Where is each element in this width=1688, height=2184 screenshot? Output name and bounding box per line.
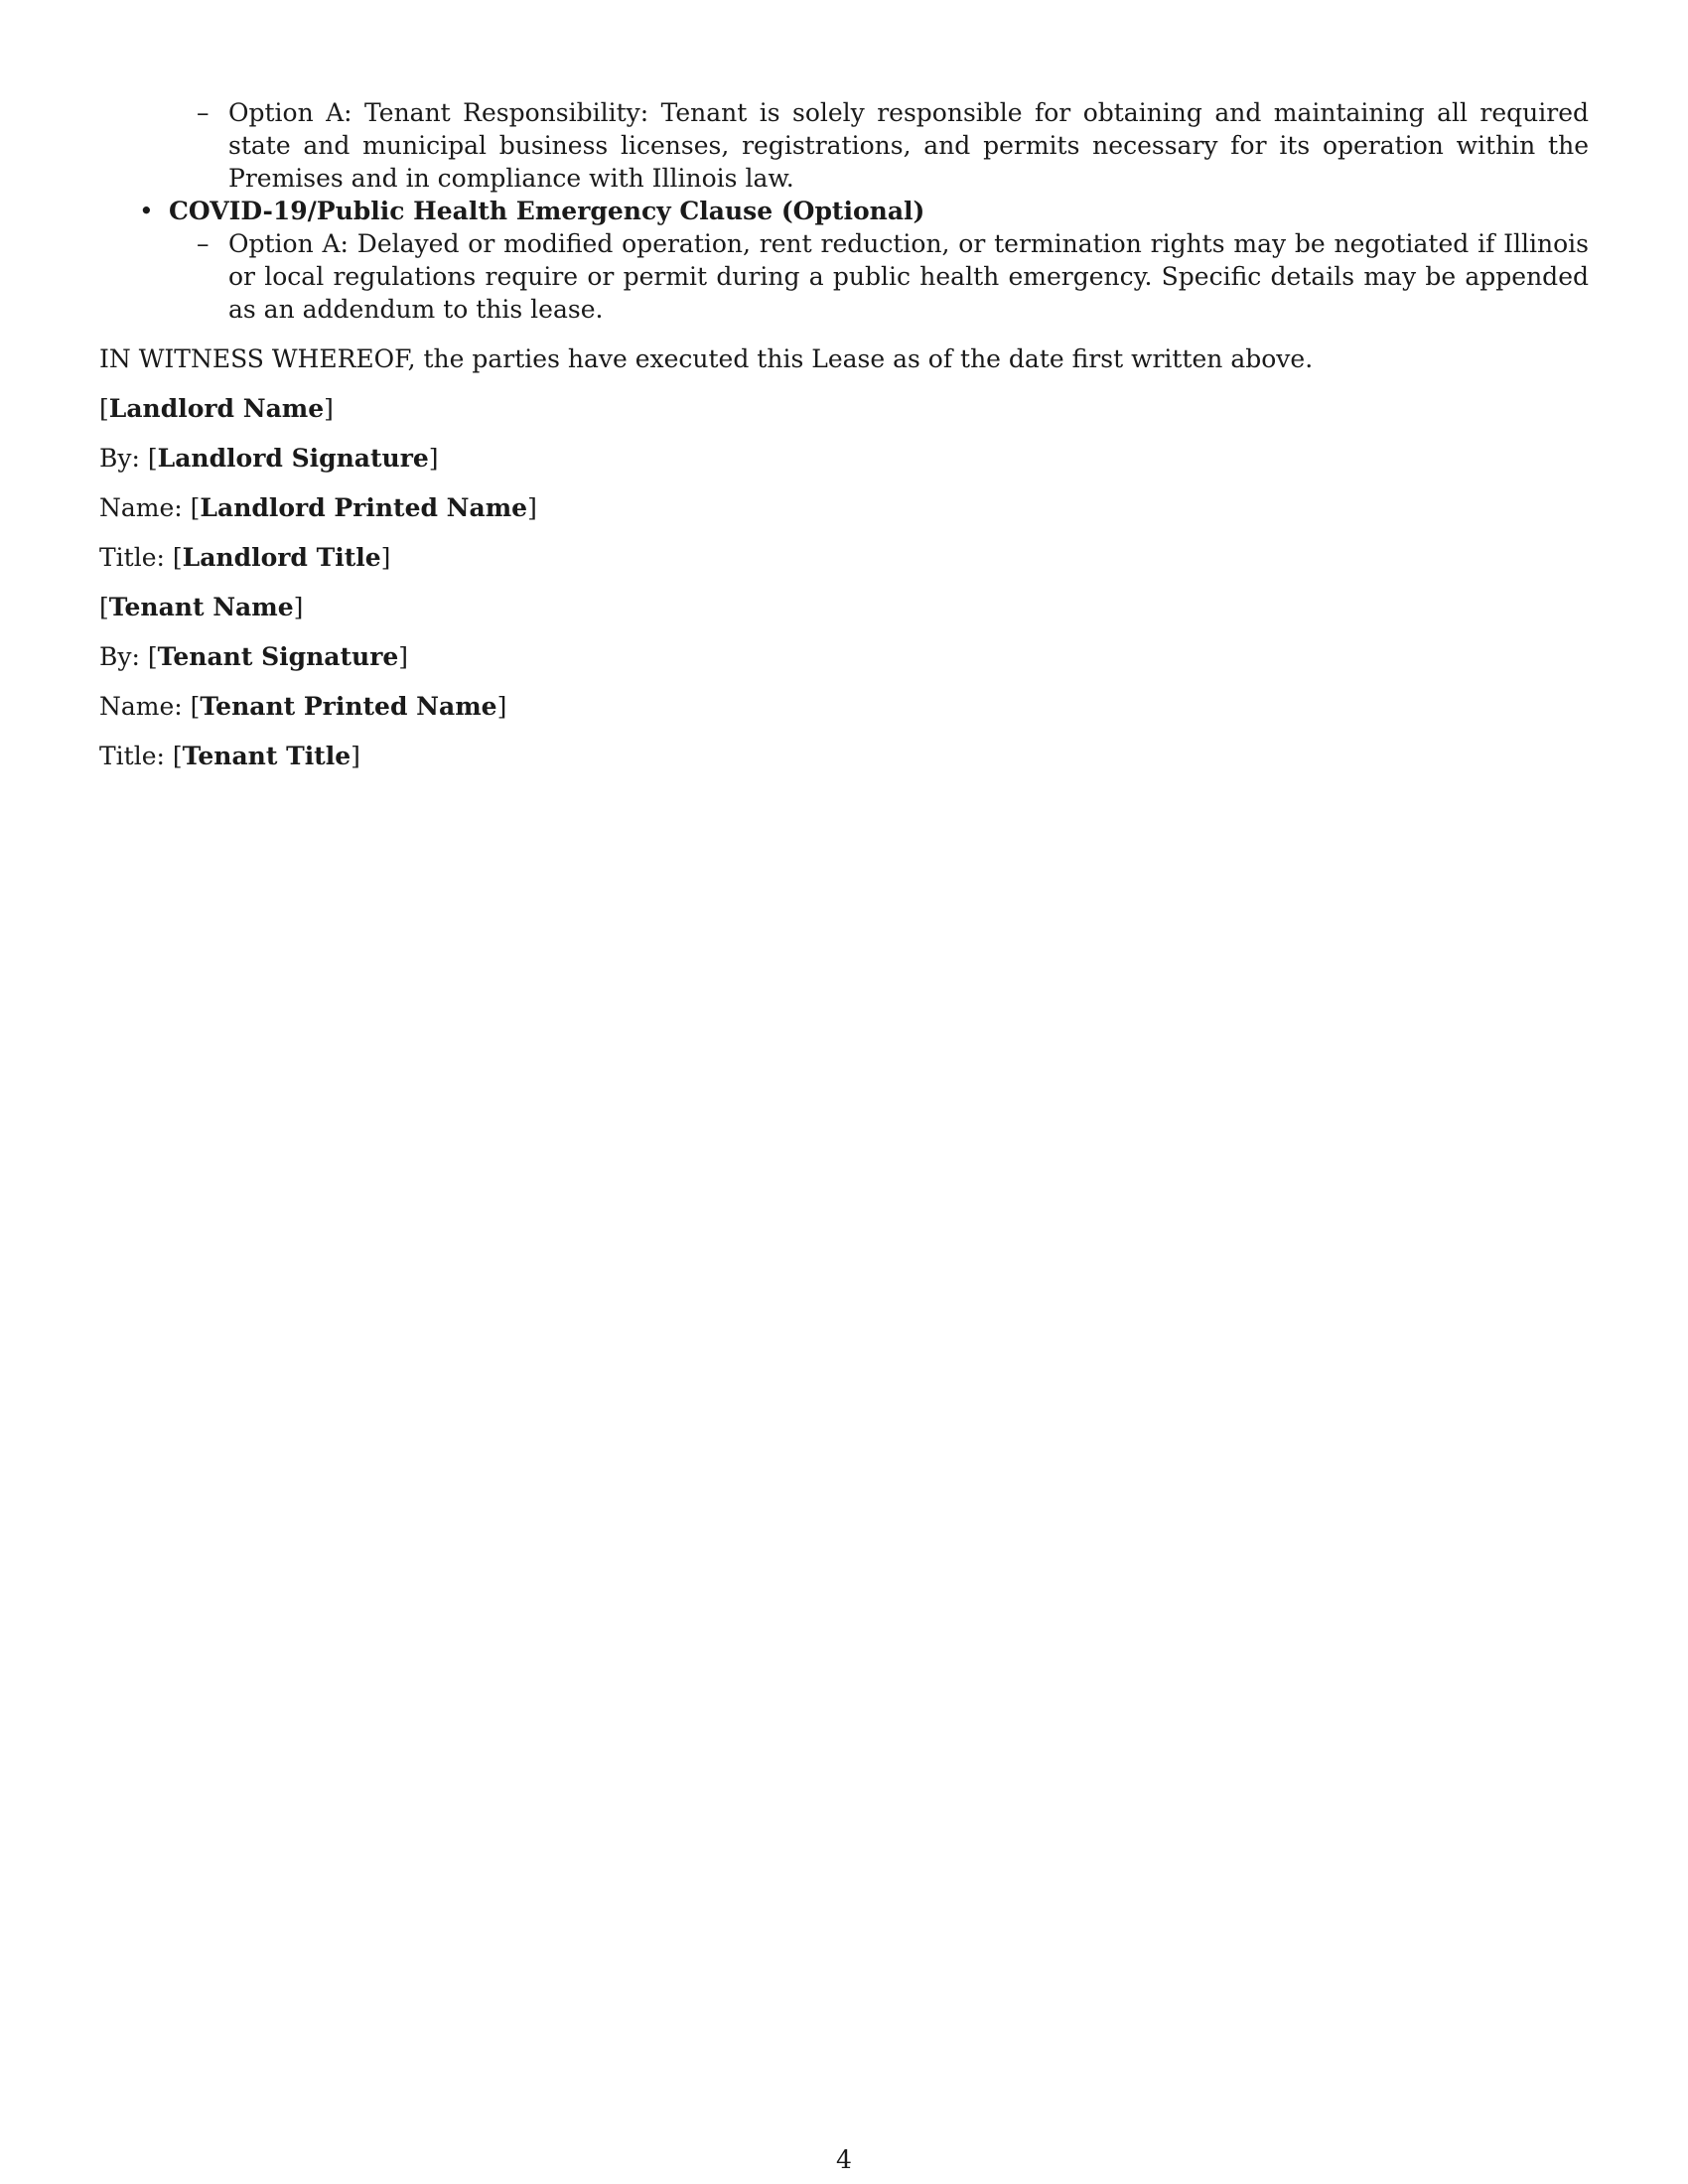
tenant-title-label: Title:: [99, 742, 165, 770]
tenant-signature-line: By: [Tenant Signature]: [99, 642, 409, 671]
tenant-printed-name: Tenant Printed Name: [200, 692, 497, 721]
licensing-option-a-text: Option A: Tenant Responsibility: Tenant is solely responsible for obtaining and maintaining all required state and municipal business licenses, registrations, and permits necessary for its operation within the Premises and in compliance with Illinois law.: [228, 98, 1589, 193]
tenant-name-line: [Tenant Name]: [99, 593, 304, 621]
landlord-name-label: Name:: [99, 493, 183, 522]
landlord-name: Landlord Name: [108, 394, 325, 423]
page-content: [99, 96, 1589, 772]
dash-marker: –: [197, 98, 210, 127]
tenant-title: Tenant Title: [182, 742, 352, 770]
landlord-signature: Landlord Signature: [157, 444, 429, 473]
landlord-name-line: [Landlord Name]: [99, 394, 334, 423]
landlord-title-line: Title: [Landlord Title]: [99, 543, 391, 572]
landlord-printed-name: Landlord Printed Name: [200, 493, 528, 522]
landlord-signature-line: By: [Landlord Signature]: [99, 444, 439, 473]
covid-clause-heading-text: COVID-19/Public Health Emergency Clause (Optional): [169, 197, 925, 225]
covid-clause-heading: [139, 195, 1589, 227]
landlord-title: Landlord Title: [182, 543, 381, 572]
witness-paragraph: IN WITNESS WHEREOF, the parties have executed this Lease as of the date first written above.: [99, 344, 1314, 373]
covid-option-a: [197, 227, 1589, 326]
tenant-title-line: Title: [Tenant Title]: [99, 742, 360, 770]
landlord-by-label: By:: [99, 444, 140, 473]
covid-option-a-text: Option A: Delayed or modified operation, rent reduction, or termination rights may be negotiated if Illinois or local regulations require or permit during a public health emergency. Specific details may be appended as an addendum to this lease.: [228, 229, 1589, 324]
bullet-marker: •: [139, 197, 154, 225]
dash-marker: –: [197, 229, 210, 258]
licensing-option-a: [197, 96, 1589, 195]
tenant-by-label: By:: [99, 642, 140, 671]
landlord-printed-name-line: Name: [Landlord Printed Name]: [99, 493, 537, 522]
tenant-name: Tenant Name: [108, 593, 294, 621]
page-number: 4: [836, 2145, 852, 2174]
tenant-printed-name-line: Name: [Tenant Printed Name]: [99, 692, 507, 721]
landlord-title-label: Title:: [99, 543, 165, 572]
tenant-name-label: Name:: [99, 692, 183, 721]
tenant-signature: Tenant Signature: [157, 642, 399, 671]
